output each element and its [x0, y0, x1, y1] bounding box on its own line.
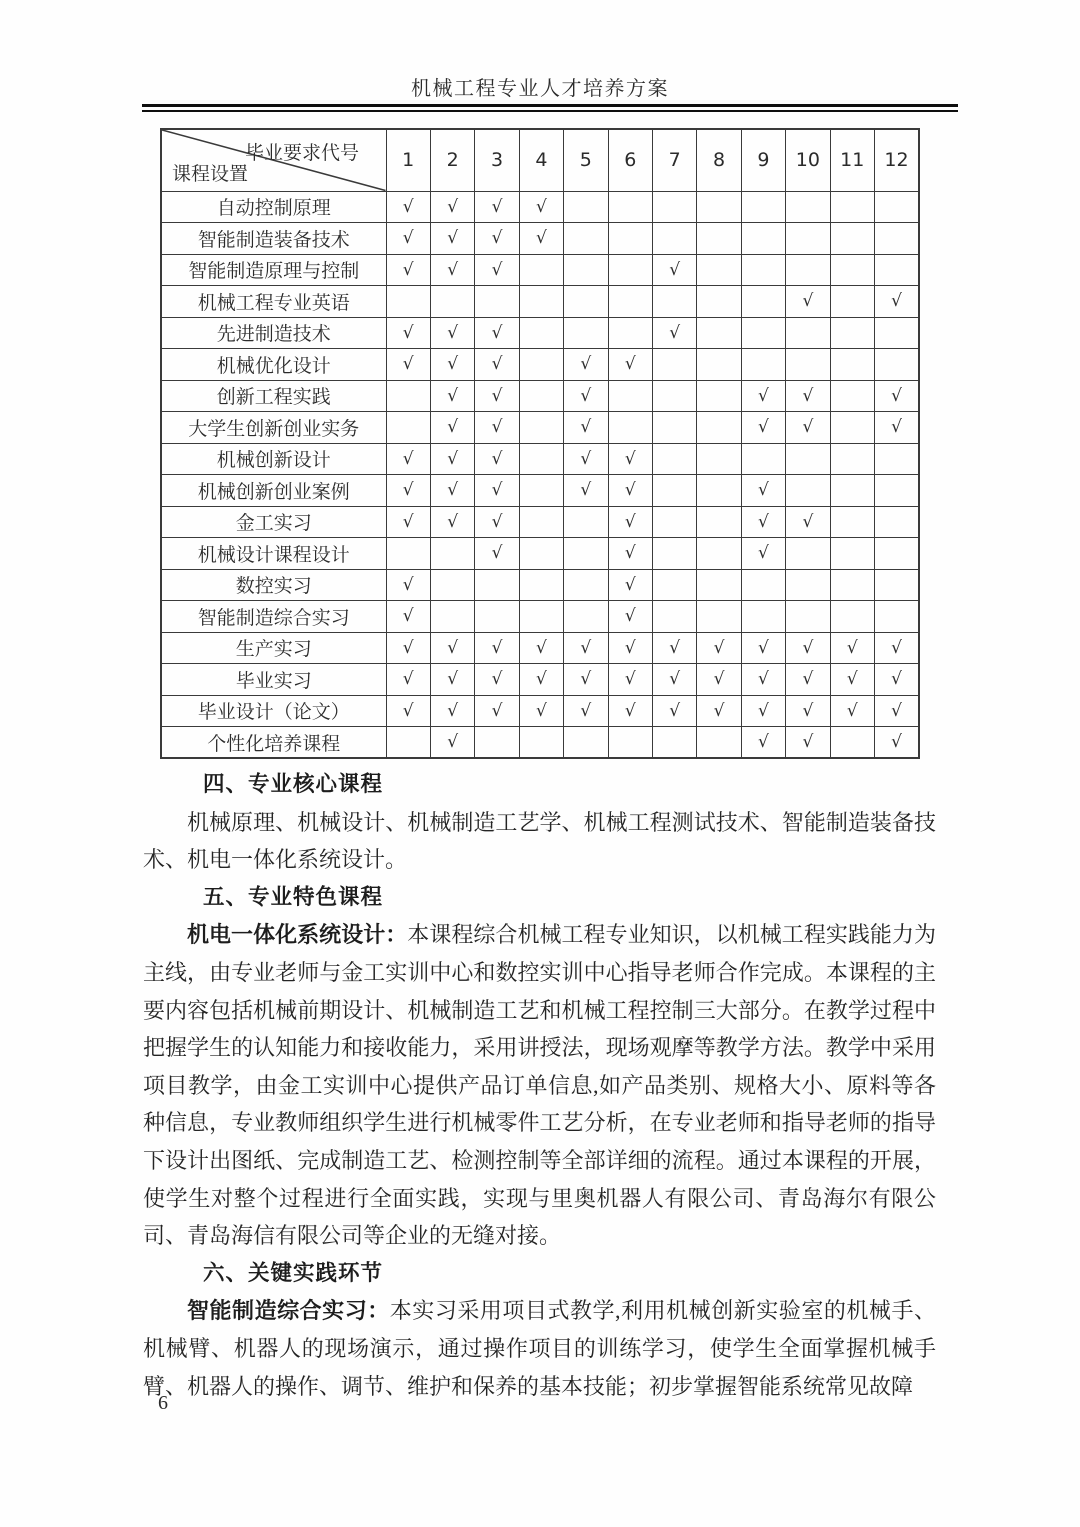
course-row [161, 254, 919, 286]
empty-cell [564, 191, 608, 223]
check-mark-cell: √ [475, 695, 519, 727]
check-mark-cell: √ [564, 695, 608, 727]
empty-cell [697, 601, 741, 633]
course-name: 数控实习 [161, 569, 386, 601]
course-name: 机械创新创业案例 [161, 475, 386, 507]
empty-cell [519, 412, 563, 444]
check-mark-cell: √ [475, 538, 519, 570]
check-mark-cell: √ [874, 695, 919, 727]
empty-cell [874, 506, 919, 538]
empty-cell [830, 349, 874, 381]
section-heading: 五、专业特色课程 [203, 884, 384, 909]
check-mark-cell: √ [475, 412, 519, 444]
course-row [161, 443, 919, 475]
check-mark-cell: √ [786, 506, 830, 538]
requirement-code-header: 11 [830, 129, 874, 191]
check-mark-cell: √ [386, 506, 430, 538]
empty-cell [519, 538, 563, 570]
course-name: 个性化培养课程 [161, 727, 386, 759]
empty-cell [874, 569, 919, 601]
empty-cell [652, 601, 696, 633]
empty-cell [830, 286, 874, 318]
empty-cell [786, 475, 830, 507]
course-row [161, 727, 919, 759]
course-name: 机械工程专业英语 [161, 286, 386, 318]
check-mark-cell: √ [430, 475, 474, 507]
matrix-header-row [161, 129, 919, 191]
empty-cell [608, 727, 652, 759]
empty-cell [741, 254, 785, 286]
empty-cell [519, 569, 563, 601]
check-mark-cell: √ [741, 727, 785, 759]
check-mark-cell: √ [519, 695, 563, 727]
check-mark-cell: √ [741, 380, 785, 412]
empty-cell [697, 538, 741, 570]
empty-cell [830, 727, 874, 759]
empty-cell [786, 191, 830, 223]
page-number: 6 [158, 1392, 168, 1414]
check-mark-cell: √ [386, 254, 430, 286]
check-mark-cell: √ [386, 695, 430, 727]
empty-cell [830, 569, 874, 601]
empty-cell [830, 412, 874, 444]
header-double-rule [142, 104, 958, 112]
check-mark-cell: √ [475, 254, 519, 286]
empty-cell [430, 538, 474, 570]
paragraph-lead-term: 机电一体化系统设计： [187, 922, 408, 948]
course-row [161, 380, 919, 412]
empty-cell [430, 569, 474, 601]
corner-label-course-setup: 课程设置 [172, 163, 249, 185]
check-mark-cell: √ [786, 695, 830, 727]
empty-cell [608, 254, 652, 286]
course-row [161, 506, 919, 538]
empty-cell [386, 727, 430, 759]
empty-cell [830, 380, 874, 412]
check-mark-cell: √ [608, 506, 652, 538]
check-mark-cell: √ [652, 664, 696, 696]
check-mark-cell: √ [430, 349, 474, 381]
check-mark-cell: √ [430, 506, 474, 538]
empty-cell [652, 349, 696, 381]
empty-cell [564, 223, 608, 255]
page-title: 机械工程专业人才培养方案 [411, 78, 669, 100]
empty-cell [874, 443, 919, 475]
check-mark-cell: √ [430, 191, 474, 223]
empty-cell [741, 286, 785, 318]
course-name: 先进制造技术 [161, 317, 386, 349]
check-mark-cell: √ [519, 223, 563, 255]
check-mark-cell: √ [564, 443, 608, 475]
empty-cell [386, 286, 430, 318]
empty-cell [830, 254, 874, 286]
check-mark-cell: √ [741, 632, 785, 664]
course-row [161, 223, 919, 255]
course-row [161, 601, 919, 633]
section-paragraph: 机电一体化系统设计：本课程综合机械工程专业知识，以机械工程实践能力为主线，由专业老师与金工实训中心和数控实训中心指导老师合作完成。本课程的主要内容包括机械前期设计、机械制造工艺和机械工程控制三大部分。在教学过程中把握学生的认知能力和接收能力，采用讲授法，现场观摩等教学方法。教学中采用项目教学，由金工实训中心提供产品订单信息,如产品类别、规格大小、原料等各种信息，专业教师组织学生进行机械零件工艺分析，在专业老师和指导老师的指导下设计出图纸、完成制造工艺、检测控制等全部详细的流程。通过本课程的开展，使学生对整个过程进行全面实践，实现与里奥机器人有限公司、青岛海尔有限公司、青岛海信有限公司等企业的无缝对接。 [143, 922, 936, 1249]
empty-cell [697, 443, 741, 475]
empty-cell [564, 506, 608, 538]
check-mark-cell: √ [786, 664, 830, 696]
check-mark-cell: √ [652, 317, 696, 349]
check-mark-cell: √ [386, 569, 430, 601]
empty-cell [564, 727, 608, 759]
check-mark-cell: √ [741, 664, 785, 696]
section-heading: 四、专业核心课程 [203, 772, 384, 796]
check-mark-cell: √ [386, 443, 430, 475]
empty-cell [830, 538, 874, 570]
empty-cell [741, 569, 785, 601]
course-row [161, 664, 919, 696]
empty-cell [652, 286, 696, 318]
empty-cell [475, 727, 519, 759]
section-heading: 六、关键实践环节 [203, 1260, 384, 1285]
empty-cell [652, 223, 696, 255]
check-mark-cell: √ [564, 632, 608, 664]
requirement-code-header: 6 [608, 129, 652, 191]
check-mark-cell: √ [386, 191, 430, 223]
check-mark-cell: √ [608, 664, 652, 696]
course-name: 智能制造原理与控制 [161, 254, 386, 286]
check-mark-cell: √ [475, 349, 519, 381]
empty-cell [874, 349, 919, 381]
check-mark-cell: √ [786, 727, 830, 759]
empty-cell [519, 349, 563, 381]
check-mark-cell: √ [564, 380, 608, 412]
check-mark-cell: √ [430, 695, 474, 727]
empty-cell [608, 191, 652, 223]
course-row [161, 317, 919, 349]
check-mark-cell: √ [430, 223, 474, 255]
check-mark-cell: √ [608, 569, 652, 601]
check-mark-cell: √ [519, 191, 563, 223]
empty-cell [697, 475, 741, 507]
check-mark-cell: √ [608, 443, 652, 475]
check-mark-cell: √ [519, 664, 563, 696]
empty-cell [608, 223, 652, 255]
check-mark-cell: √ [874, 664, 919, 696]
check-mark-cell: √ [475, 380, 519, 412]
empty-cell [564, 601, 608, 633]
empty-cell [652, 727, 696, 759]
empty-cell [830, 317, 874, 349]
check-mark-cell: √ [874, 632, 919, 664]
check-mark-cell: √ [830, 664, 874, 696]
requirement-code-header: 7 [652, 129, 696, 191]
empty-cell [564, 538, 608, 570]
empty-cell [697, 286, 741, 318]
check-mark-cell: √ [697, 632, 741, 664]
course-row [161, 191, 919, 223]
corner-cell [161, 129, 386, 191]
paragraph-lead-term: 智能制造综合实习： [187, 1298, 390, 1324]
check-mark-cell: √ [697, 664, 741, 696]
empty-cell [786, 569, 830, 601]
curriculum-requirement-matrix [160, 128, 920, 759]
check-mark-cell: √ [430, 380, 474, 412]
empty-cell [608, 286, 652, 318]
check-mark-cell: √ [741, 412, 785, 444]
empty-cell [519, 286, 563, 318]
empty-cell [519, 443, 563, 475]
empty-cell [741, 443, 785, 475]
empty-cell [697, 317, 741, 349]
check-mark-cell: √ [741, 695, 785, 727]
check-mark-cell: √ [652, 632, 696, 664]
check-mark-cell: √ [652, 254, 696, 286]
course-row [161, 286, 919, 318]
check-mark-cell: √ [786, 412, 830, 444]
empty-cell [564, 254, 608, 286]
course-row [161, 569, 919, 601]
check-mark-cell: √ [386, 601, 430, 633]
check-mark-cell: √ [430, 664, 474, 696]
empty-cell [608, 412, 652, 444]
empty-cell [652, 380, 696, 412]
course-row [161, 349, 919, 381]
empty-cell [874, 475, 919, 507]
course-row [161, 632, 919, 664]
empty-cell [430, 601, 474, 633]
check-mark-cell: √ [430, 254, 474, 286]
empty-cell [430, 286, 474, 318]
empty-cell [874, 254, 919, 286]
empty-cell [652, 475, 696, 507]
empty-cell [697, 412, 741, 444]
empty-cell [652, 443, 696, 475]
check-mark-cell: √ [430, 727, 474, 759]
course-name: 自动控制原理 [161, 191, 386, 223]
requirement-code-header: 3 [475, 129, 519, 191]
empty-cell [830, 506, 874, 538]
empty-cell [519, 380, 563, 412]
empty-cell [741, 223, 785, 255]
requirement-code-header: 8 [697, 129, 741, 191]
empty-cell [786, 223, 830, 255]
matrix-body [161, 191, 919, 758]
empty-cell [874, 317, 919, 349]
empty-cell [608, 380, 652, 412]
empty-cell [519, 475, 563, 507]
check-mark-cell: √ [564, 412, 608, 444]
check-mark-cell: √ [830, 695, 874, 727]
course-name: 机械优化设计 [161, 349, 386, 381]
check-mark-cell: √ [519, 632, 563, 664]
empty-cell [741, 317, 785, 349]
corner-label-requirement-codes: 毕业要求代号 [245, 143, 360, 164]
empty-cell [697, 191, 741, 223]
empty-cell [519, 254, 563, 286]
check-mark-cell: √ [608, 475, 652, 507]
empty-cell [652, 191, 696, 223]
course-name: 创新工程实践 [161, 380, 386, 412]
empty-cell [830, 191, 874, 223]
check-mark-cell: √ [874, 727, 919, 759]
check-mark-cell: √ [475, 443, 519, 475]
check-mark-cell: √ [608, 632, 652, 664]
empty-cell [697, 569, 741, 601]
check-mark-cell: √ [786, 286, 830, 318]
check-mark-cell: √ [430, 317, 474, 349]
requirement-code-header: 5 [564, 129, 608, 191]
check-mark-cell: √ [608, 601, 652, 633]
empty-cell [786, 538, 830, 570]
empty-cell [519, 506, 563, 538]
check-mark-cell: √ [475, 191, 519, 223]
check-mark-cell: √ [697, 695, 741, 727]
course-name: 生产实习 [161, 632, 386, 664]
check-mark-cell: √ [608, 538, 652, 570]
empty-cell [652, 569, 696, 601]
check-mark-cell: √ [564, 349, 608, 381]
check-mark-cell: √ [874, 412, 919, 444]
empty-cell [697, 727, 741, 759]
check-mark-cell: √ [741, 506, 785, 538]
empty-cell [475, 601, 519, 633]
empty-cell [874, 538, 919, 570]
check-mark-cell: √ [564, 664, 608, 696]
empty-cell [475, 569, 519, 601]
empty-cell [697, 254, 741, 286]
empty-cell [519, 727, 563, 759]
check-mark-cell: √ [386, 317, 430, 349]
empty-cell [830, 475, 874, 507]
empty-cell [786, 601, 830, 633]
empty-cell [786, 317, 830, 349]
empty-cell [874, 223, 919, 255]
course-name: 智能制造装备技术 [161, 223, 386, 255]
course-name: 机械创新设计 [161, 443, 386, 475]
empty-cell [475, 286, 519, 318]
course-name: 毕业设计（论文） [161, 695, 386, 727]
section-paragraph: 机械原理、机械设计、机械制造工艺学、机械工程测试技术、智能制造装备技术、机电一体化系统设计。 [143, 809, 936, 873]
requirement-code-header: 12 [874, 129, 919, 191]
check-mark-cell: √ [564, 475, 608, 507]
course-name: 金工实习 [161, 506, 386, 538]
requirement-code-header: 9 [741, 129, 785, 191]
text-sections [143, 766, 936, 1405]
empty-cell [652, 506, 696, 538]
empty-cell [786, 254, 830, 286]
course-name: 大学生创新创业实务 [161, 412, 386, 444]
empty-cell [564, 286, 608, 318]
empty-cell [697, 380, 741, 412]
empty-cell [830, 443, 874, 475]
empty-cell [386, 380, 430, 412]
check-mark-cell: √ [475, 317, 519, 349]
section-paragraph: 智能制造综合实习：本实习采用项目式教学,利用机械创新实验室的机械手、机械臂、机器人的现场演示，通过操作项目的训练学习，使学生全面掌握机械手臂、机器人的操作、调节、维护和保养的基本技能；初步掌握智能系统常见故障 [143, 1298, 936, 1399]
check-mark-cell: √ [652, 695, 696, 727]
course-name: 毕业实习 [161, 664, 386, 696]
check-mark-cell: √ [386, 664, 430, 696]
empty-cell [697, 349, 741, 381]
check-mark-cell: √ [430, 443, 474, 475]
requirement-code-header: 1 [386, 129, 430, 191]
requirement-code-header: 4 [519, 129, 563, 191]
empty-cell [741, 601, 785, 633]
check-mark-cell: √ [386, 349, 430, 381]
empty-cell [830, 601, 874, 633]
check-mark-cell: √ [475, 506, 519, 538]
check-mark-cell: √ [874, 286, 919, 318]
check-mark-cell: √ [430, 412, 474, 444]
empty-cell [564, 317, 608, 349]
empty-cell [386, 412, 430, 444]
check-mark-cell: √ [830, 632, 874, 664]
empty-cell [786, 349, 830, 381]
course-row [161, 475, 919, 507]
empty-cell [741, 349, 785, 381]
empty-cell [519, 317, 563, 349]
check-mark-cell: √ [874, 380, 919, 412]
check-mark-cell: √ [386, 223, 430, 255]
check-mark-cell: √ [475, 475, 519, 507]
course-name: 机械设计课程设计 [161, 538, 386, 570]
empty-cell [830, 223, 874, 255]
empty-cell [564, 569, 608, 601]
check-mark-cell: √ [786, 632, 830, 664]
check-mark-cell: √ [475, 664, 519, 696]
empty-cell [697, 506, 741, 538]
empty-cell [652, 538, 696, 570]
check-mark-cell: √ [741, 538, 785, 570]
check-mark-cell: √ [475, 223, 519, 255]
empty-cell [608, 317, 652, 349]
check-mark-cell: √ [386, 632, 430, 664]
empty-cell [874, 191, 919, 223]
empty-cell [786, 443, 830, 475]
empty-cell [697, 223, 741, 255]
course-row [161, 695, 919, 727]
requirement-code-header: 10 [786, 129, 830, 191]
empty-cell [386, 538, 430, 570]
course-row [161, 412, 919, 444]
course-row [161, 538, 919, 570]
check-mark-cell: √ [786, 380, 830, 412]
requirement-code-header: 2 [430, 129, 474, 191]
check-mark-cell: √ [741, 475, 785, 507]
empty-cell [874, 601, 919, 633]
empty-cell [652, 412, 696, 444]
check-mark-cell: √ [608, 695, 652, 727]
empty-cell [741, 191, 785, 223]
check-mark-cell: √ [386, 475, 430, 507]
course-name: 智能制造综合实习 [161, 601, 386, 633]
check-mark-cell: √ [475, 632, 519, 664]
empty-cell [519, 601, 563, 633]
check-mark-cell: √ [430, 632, 474, 664]
check-mark-cell: √ [608, 349, 652, 381]
